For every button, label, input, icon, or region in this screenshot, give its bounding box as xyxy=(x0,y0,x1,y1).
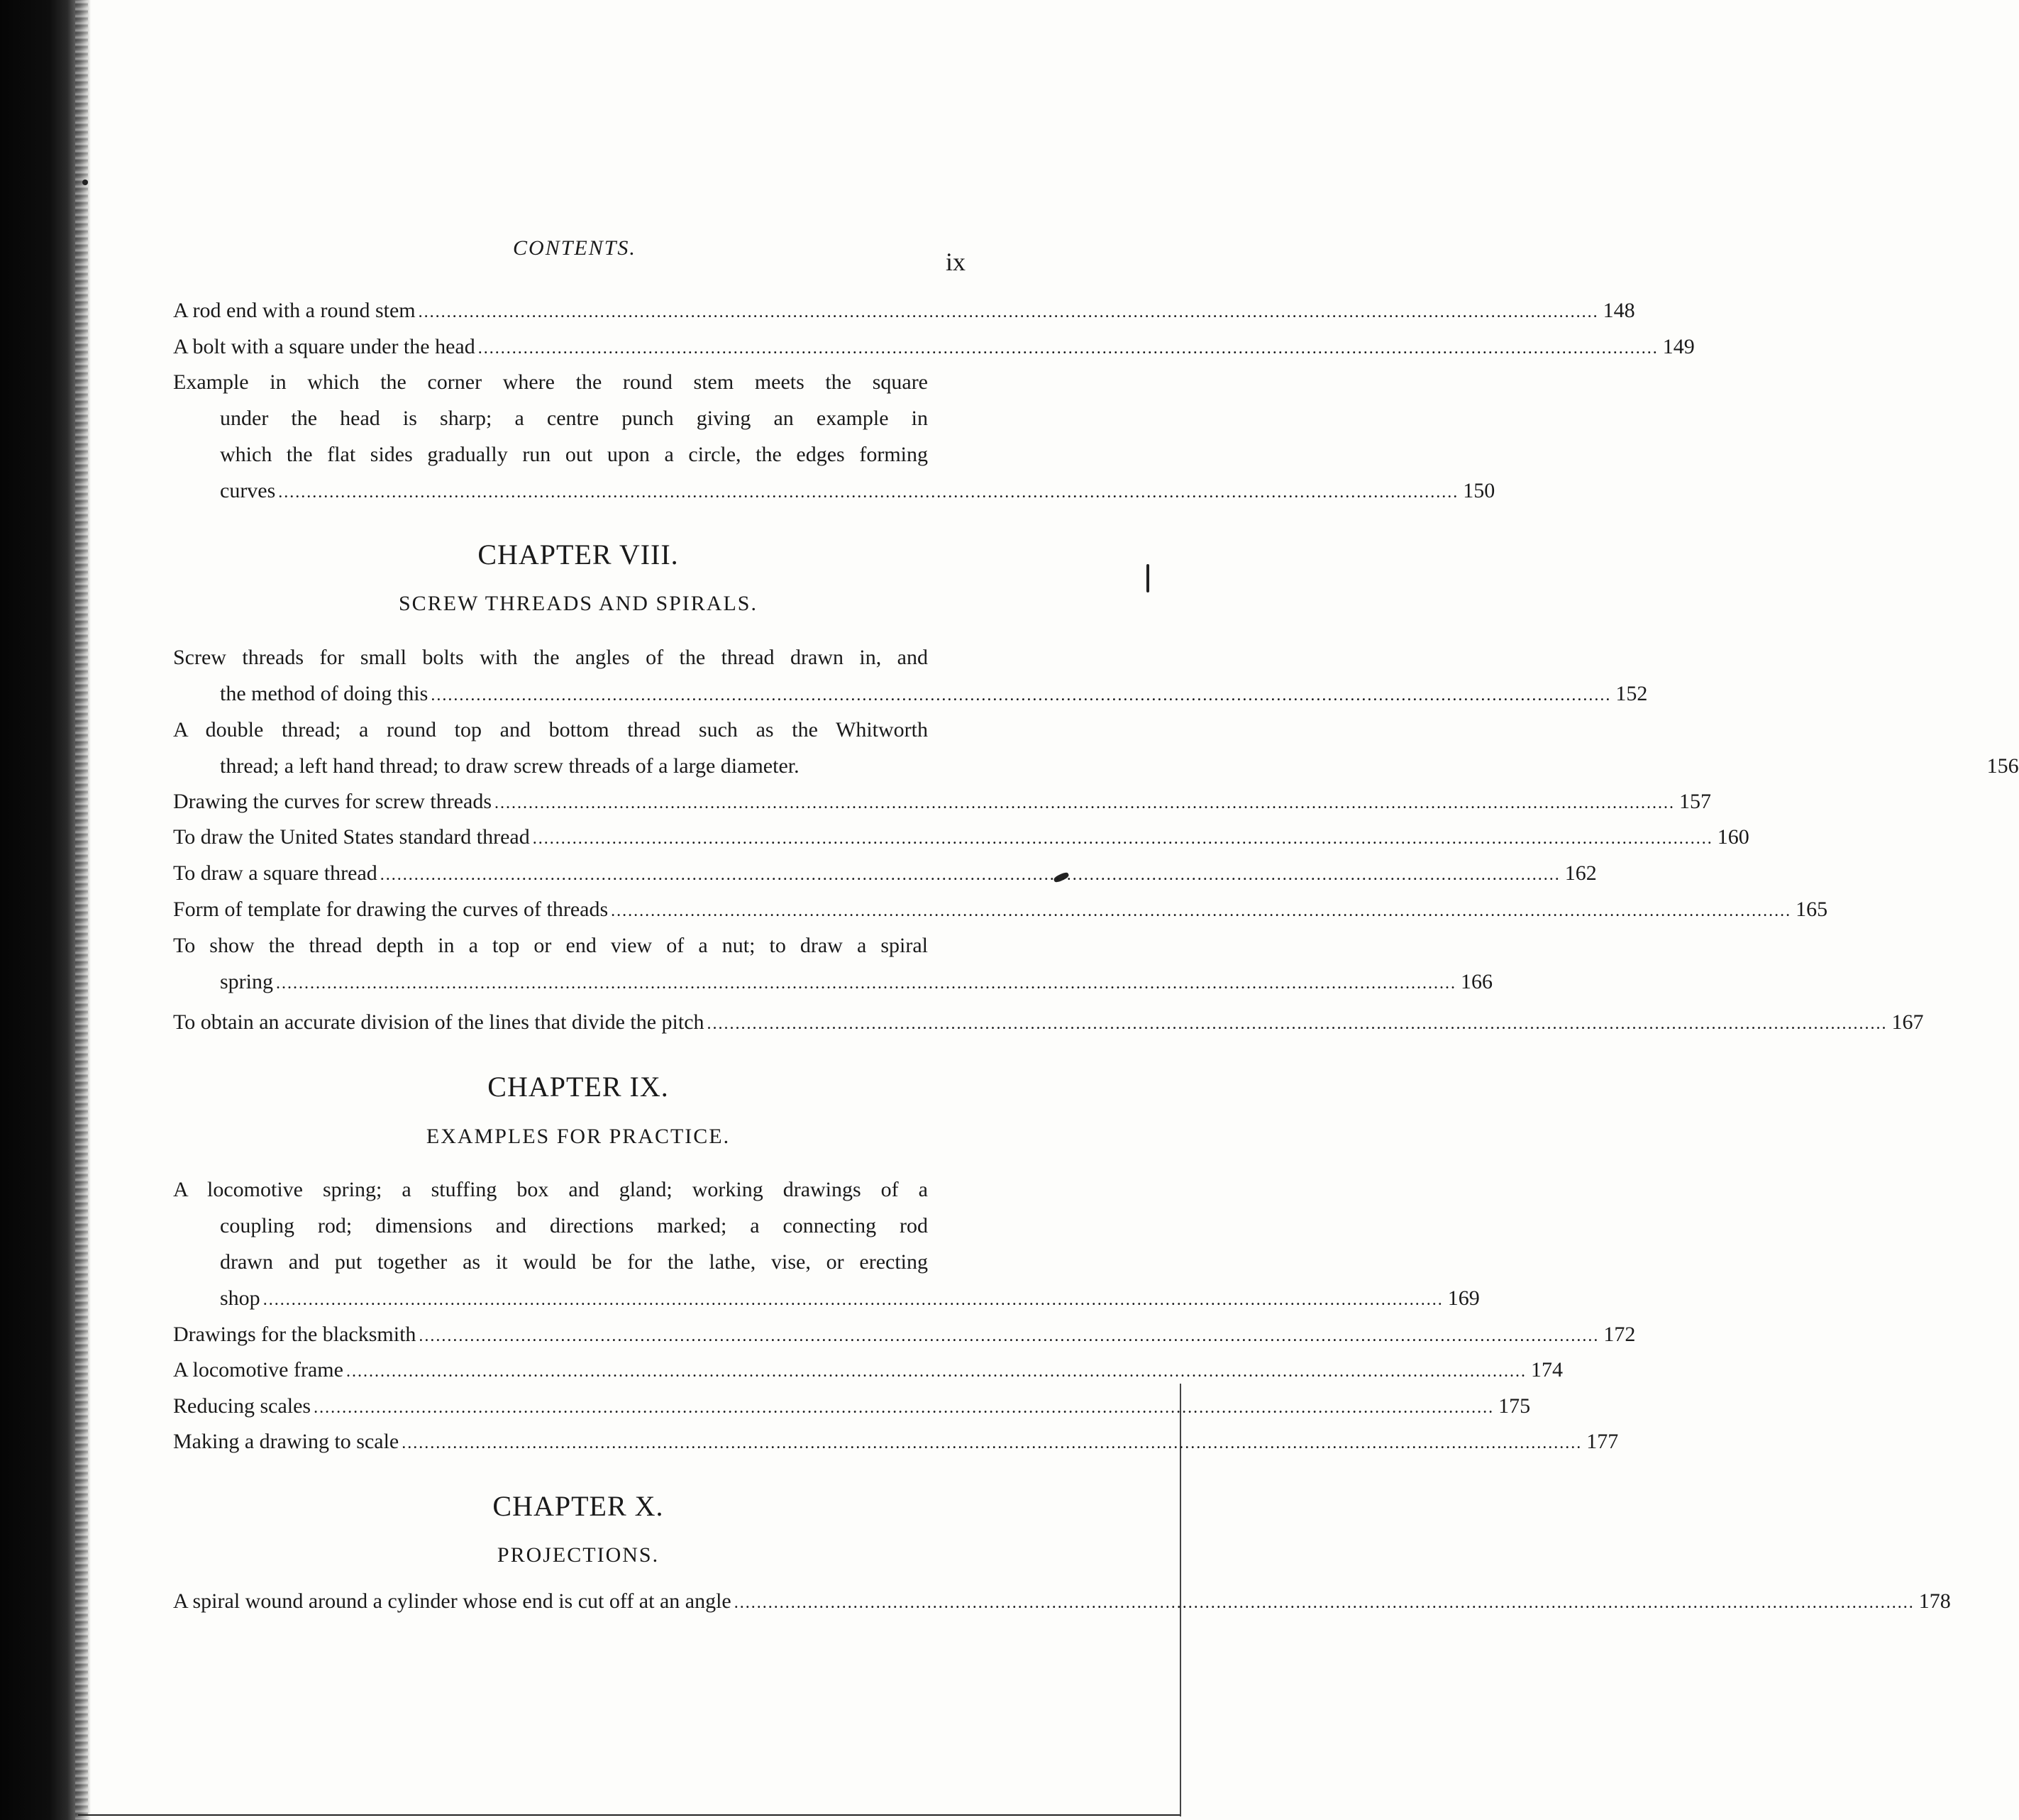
toc-entry xyxy=(173,712,2019,784)
toc-entry xyxy=(173,1004,1924,1040)
entry-page: 149 xyxy=(1662,335,1695,358)
entry-page: 162 xyxy=(1564,861,1597,885)
entry-page: 152 xyxy=(1615,682,1648,705)
leader-dots xyxy=(734,1594,1915,1612)
entry-text: A locomotive frame xyxy=(173,1358,343,1381)
leader-dots xyxy=(494,794,1675,812)
entry-text: Drawing the curves for screw threads xyxy=(173,790,492,813)
toc-entry xyxy=(173,927,1493,1000)
leader-dots xyxy=(278,483,1459,502)
entry-page: 160 xyxy=(1717,825,1749,849)
leader-dots xyxy=(346,1362,1527,1381)
entry-text: Reducing scales xyxy=(173,1394,311,1418)
entry-text: shop xyxy=(220,1286,260,1310)
chapter-title: SCREW THREADS AND SPIRALS. xyxy=(399,592,758,615)
entry-text: A double thread; a round top and bottom thread such as the Whitworth xyxy=(173,718,928,741)
toc-entry xyxy=(173,1583,1951,1619)
entry-text: Screw threads for small bolts with the angles of the thread drawn in, and xyxy=(173,646,928,669)
entry-text: A locomotive spring; a stuffing box and gland; working drawings of a xyxy=(173,1178,928,1201)
entry-page: 178 xyxy=(1918,1589,1951,1613)
entry-text: A spiral wound around a cylinder whose end is cut off at an angle xyxy=(173,1589,731,1613)
toc-entry xyxy=(173,1423,1619,1460)
leader-dots xyxy=(533,829,1713,848)
entry-text: To obtain an accurate division of the lines that divide the pitch xyxy=(173,1010,704,1034)
entry-page: 172 xyxy=(1603,1323,1636,1346)
entry-text: curves xyxy=(220,479,276,502)
toc-entry xyxy=(173,1352,1563,1388)
toc-entry xyxy=(173,329,1695,365)
entry-text: which the flat sides gradually run out upon a circle, the edges forming xyxy=(220,443,928,466)
leader-dots xyxy=(276,974,1456,993)
entry-page: 177 xyxy=(1586,1430,1619,1453)
entry-text: Example in which the corner where the round stem meets the square xyxy=(173,370,928,394)
chapter-title: EXAMPLES FOR PRACTICE. xyxy=(426,1125,731,1148)
leader-dots xyxy=(314,1399,1494,1417)
page-number: ix xyxy=(946,248,966,276)
leader-dots xyxy=(431,686,1611,705)
binding-shadow xyxy=(0,0,91,1820)
page-edge-rule xyxy=(78,1814,1181,1816)
toc-entry xyxy=(173,891,1828,927)
entry-page: 169 xyxy=(1447,1286,1480,1310)
toc-entry xyxy=(173,783,1711,820)
entry-page: 156 xyxy=(1986,754,2019,778)
entry-page: 148 xyxy=(1603,299,1635,322)
toc-entry xyxy=(173,364,1495,509)
toc-entry xyxy=(173,855,1597,891)
running-head: CONTENTS. xyxy=(513,236,636,260)
entry-text: To show the thread depth in a top or end view of a nut; to draw a spiral xyxy=(173,934,928,957)
leader-dots xyxy=(380,866,1561,884)
entry-text: A bolt with a square under the head xyxy=(173,335,475,358)
entry-text: the method of doing this xyxy=(220,682,428,705)
entry-page: 167 xyxy=(1891,1010,1924,1034)
leader-dots xyxy=(478,339,1659,358)
entry-text: Making a drawing to scale xyxy=(173,1430,399,1453)
entry-text: thread; a left hand thread; to draw screw threads of a large diameter. xyxy=(220,754,800,778)
entry-text: To draw a square thread xyxy=(173,861,377,885)
leader-dots xyxy=(707,1015,1888,1033)
leader-dots xyxy=(263,1291,1444,1309)
chapter-title: PROJECTIONS. xyxy=(497,1543,660,1567)
leader-dots xyxy=(611,902,1791,920)
entry-page: 150 xyxy=(1463,479,1495,502)
toc-entry xyxy=(173,1316,1636,1352)
leader-dots xyxy=(419,303,1599,321)
entry-page: 175 xyxy=(1498,1394,1531,1418)
ink-speck xyxy=(1146,564,1149,592)
toc-entry xyxy=(173,639,1648,712)
entry-text: A rod end with a round stem xyxy=(173,299,416,322)
toc-entry xyxy=(173,819,1749,855)
entry-page: 157 xyxy=(1679,790,1711,813)
ink-speck xyxy=(82,180,88,185)
leader-dots xyxy=(419,1327,1599,1345)
entry-text: spring xyxy=(220,970,273,993)
entry-page: 166 xyxy=(1461,970,1493,993)
toc-entry xyxy=(173,1388,1531,1424)
chapter-heading: CHAPTER IX. xyxy=(487,1071,669,1103)
toc-entry xyxy=(173,292,1635,329)
entry-text: under the head is sharp; a centre punch giving an example in xyxy=(220,407,928,430)
entry-text: Form of template for drawing the curves of threads xyxy=(173,898,609,921)
entry-text: drawn and put together as it would be for the lathe, vise, or erecting xyxy=(220,1250,928,1274)
entry-text: To draw the United States standard thread xyxy=(173,825,530,849)
toc-entry xyxy=(173,1171,1480,1316)
chapter-heading: CHAPTER X. xyxy=(492,1490,664,1522)
chapter-heading: CHAPTER VIII. xyxy=(477,539,679,570)
entry-page: 165 xyxy=(1796,898,1828,921)
entry-text: coupling rod; dimensions and directions marked; a connecting rod xyxy=(220,1214,928,1237)
leader-dots xyxy=(402,1434,1582,1452)
entry-text: Drawings for the blacksmith xyxy=(173,1323,416,1346)
entry-page: 174 xyxy=(1530,1358,1563,1381)
